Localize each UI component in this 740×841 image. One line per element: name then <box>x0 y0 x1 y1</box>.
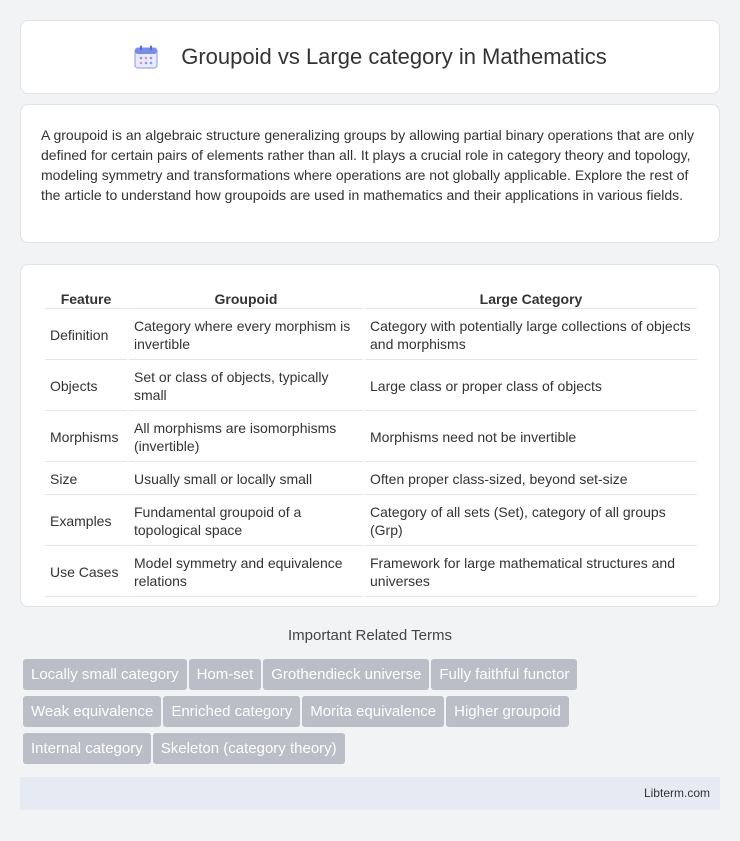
groupoid-cell: All morphisms are isomorphisms (invertible) <box>129 413 363 462</box>
table-row <box>45 497 697 546</box>
intro-card <box>20 104 720 243</box>
large-category-cell: Category with potentially large collections of objects and morphisms <box>365 311 697 360</box>
table-row <box>45 311 697 360</box>
feature-cell: Use Cases <box>45 548 127 597</box>
related-term-tag[interactable]: Grothendieck universe <box>263 659 429 690</box>
comparison-table <box>43 287 699 599</box>
related-terms-list <box>23 659 723 770</box>
table-row <box>45 362 697 411</box>
table-row <box>45 464 697 495</box>
related-terms-title: Important Related Terms <box>288 627 452 644</box>
feature-cell: Size <box>45 464 127 495</box>
related-term-tag[interactable]: Skeleton (category theory) <box>153 733 345 764</box>
groupoid-cell: Usually small or locally small <box>129 464 363 495</box>
large-category-cell: Large class or proper class of objects <box>365 362 697 411</box>
related-term-tag[interactable]: Hom-set <box>189 659 262 690</box>
large-category-cell: Often proper class-sized, beyond set-size <box>365 464 697 495</box>
footer <box>20 777 720 810</box>
table-header-row <box>45 289 697 309</box>
feature-cell: Examples <box>45 497 127 546</box>
related-term-tag[interactable]: Weak equivalence <box>23 696 161 727</box>
groupoid-cell: Set or class of objects, typically small <box>129 362 363 411</box>
related-term-tag[interactable]: Internal category <box>23 733 151 764</box>
footer-link[interactable]: Libterm.com <box>643 786 710 800</box>
page-title: Groupoid vs Large category in Mathematics <box>181 44 607 69</box>
comparison-card <box>20 264 720 607</box>
related-term-tag[interactable]: Fully faithful functor <box>431 659 577 690</box>
table-row <box>45 413 697 462</box>
related-term-tag[interactable]: Locally small category <box>23 659 187 690</box>
groupoid-cell: Model symmetry and equivalence relations <box>129 548 363 597</box>
related-term-tag[interactable]: Morita equivalence <box>302 696 444 727</box>
calendar-icon <box>133 44 159 70</box>
groupoid-cell: Category where every morphism is invertible <box>129 311 363 360</box>
large-category-cell: Category of all sets (Set), category of all groups (Grp) <box>365 497 697 546</box>
table-row <box>45 548 697 597</box>
feature-cell: Definition <box>45 311 127 360</box>
feature-cell: Morphisms <box>45 413 127 462</box>
header-groupoid: Groupoid <box>129 289 363 309</box>
large-category-cell: Framework for large mathematical structures and universes <box>365 548 697 597</box>
feature-cell: Objects <box>45 362 127 411</box>
groupoid-cell: Fundamental groupoid of a topological space <box>129 497 363 546</box>
header-card <box>20 20 720 94</box>
related-term-tag[interactable]: Higher groupoid <box>446 696 569 727</box>
related-term-tag[interactable]: Enriched category <box>163 696 300 727</box>
header-feature: Feature <box>45 289 127 309</box>
large-category-cell: Morphisms need not be invertible <box>365 413 697 462</box>
header-large-category: Large Category <box>365 289 697 309</box>
intro-paragraph: A groupoid is an algebraic structure generalizing groups by allowing partial binary operations that are only defined for certain pairs of elements rather than all. It plays a crucial role in category theory and topology, modeling symmetry and transformations where operations are not globally applicable. Explore the rest of the article to understand how groupoids are used in mathematics and their applications in various fields. <box>41 127 694 203</box>
